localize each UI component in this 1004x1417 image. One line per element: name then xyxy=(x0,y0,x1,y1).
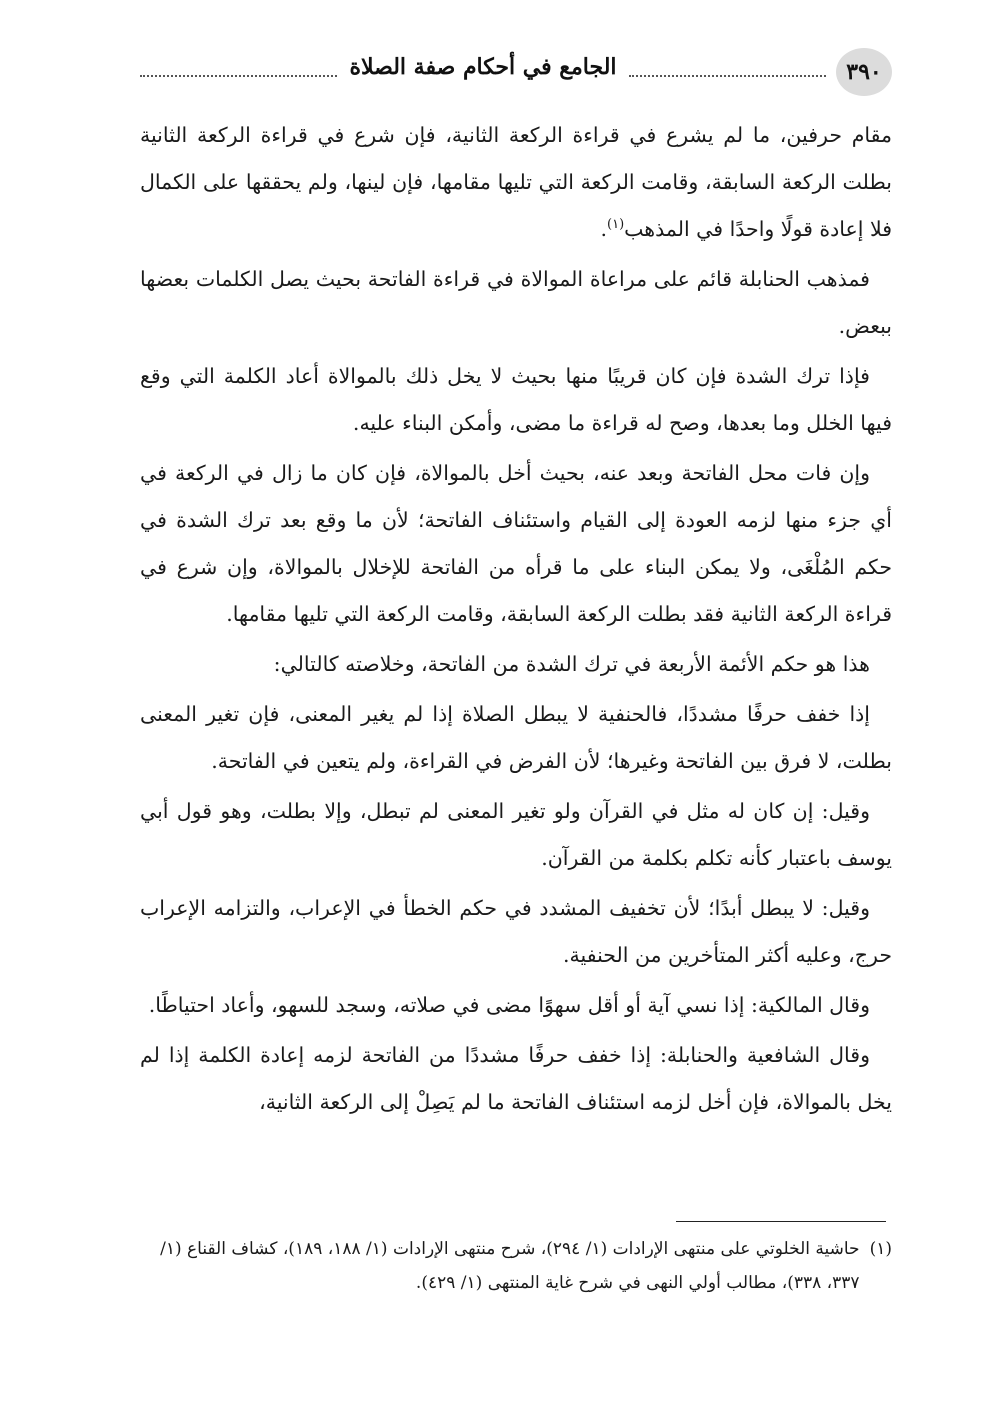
paragraph xyxy=(140,112,892,253)
paragraph: وقال الشافعية والحنابلة: إذا خفف حرفًا مشددًا من الفاتحة لزمه إعادة الكلمة إذا لم يخل بالموالاة، فإن أخل لزمه استئناف الفاتحة ما لم يَصِلْ إلى الركعة الثانية، xyxy=(140,1043,892,1114)
paragraph: وقيل: إن كان له مثل في القرآن ولو تغير المعنى لم تبطل، وإلا بطلت، وهو قول أبي يوسف باعتبار كأنه تكلم بكلمة من القرآن. xyxy=(140,799,892,870)
paragraph-text: مقام حرفين، ما لم يشرع في قراءة الركعة الثانية، فإن شرع في قراءة الركعة الثانية بطلت الركعة السابقة، وقامت الركعة التي تليها مقامها، فإن لينها، ولم يحققها على الكمال فلا إعادة قولًا واحدًا في المذهب xyxy=(140,123,892,241)
paragraph: هذا هو حكم الأئمة الأربعة في ترك الشدة من الفاتحة، وخلاصته كالتالي: xyxy=(273,652,870,676)
footnotes xyxy=(140,1232,892,1300)
footnote-text: حاشية الخلوتي على منتهى الإرادات (١/ ٢٩٤)، شرح منتهى الإرادات (١/ ١٨٨، ١٨٩)، كشاف القناع (١/ ٣٣٧، ٣٣٨)، مطالب أولي النهى في شرح غاية المنتهى (١/ ٤٢٩). xyxy=(160,1239,860,1293)
running-header xyxy=(140,54,826,80)
book-title: الجامع في أحكام صفة الصلاة xyxy=(349,54,617,80)
paragraph: وإن فات محل الفاتحة وبعد عنه، بحيث أخل بالموالاة، فإن كان ما زال في الركعة في أي جزء منها لزمه العودة إلى القيام واستئناف الفاتحة؛ لأن ما وقع بعد ترك الشدة في حكم المُلْغَى، ولا يمكن البناء على ما قرأه من الفاتحة للإخلال بالموالاة، وإن شرع في قراءة الركعة الثانية فقد بطلت الركعة السابقة، وقامت الركعة التي تليها مقامها. xyxy=(140,461,892,626)
page-header xyxy=(140,48,892,96)
paragraph: وقال المالكية: إذا نسي آية أو أقل سهوًا مضى في صلاته، وسجد للسهو، وأعاد احتياطًا. xyxy=(148,993,870,1017)
paragraph: وقيل: لا يبطل أبدًا؛ لأن تخفيف المشدد في حكم الخطأ في الإعراب، والتزامه الإعراب حرج، وعليه أكثر المتأخرين من الحنفية. xyxy=(140,896,892,967)
footnote-reference[interactable]: (١) xyxy=(607,217,625,233)
header-dot-leader-left xyxy=(140,75,337,77)
paragraph-tail: . xyxy=(600,217,608,241)
footnote-separator xyxy=(676,1221,886,1222)
paragraph: إذا خفف حرفًا مشددًا، فالحنفية لا يبطل الصلاة إذا لم يغير المعنى، فإن تغير المعنى بطلت، لا فرق بين الفاتحة وغيرها؛ لأن الفرض في القراءة، ولم يتعين في الفاتحة. xyxy=(140,702,892,773)
page-number: ٣٩٠ xyxy=(836,48,892,96)
paragraph: فإذا ترك الشدة فإن كان قريبًا منها بحيث لا يخل ذلك بالموالاة أعاد الكلمة التي وقع فيها الخلل وما بعدها، وصح له قراءة ما مضى، وأمكن البناء عليه. xyxy=(140,364,892,435)
body-text xyxy=(140,112,892,1129)
footnote xyxy=(140,1232,892,1300)
header-dot-leader-right xyxy=(629,75,826,77)
paragraph: فمذهب الحنابلة قائم على مراعاة الموالاة في قراءة الفاتحة بحيث يصل الكلمات بعضها ببعض. xyxy=(140,267,892,338)
footnote-number: (١) xyxy=(869,1239,892,1259)
